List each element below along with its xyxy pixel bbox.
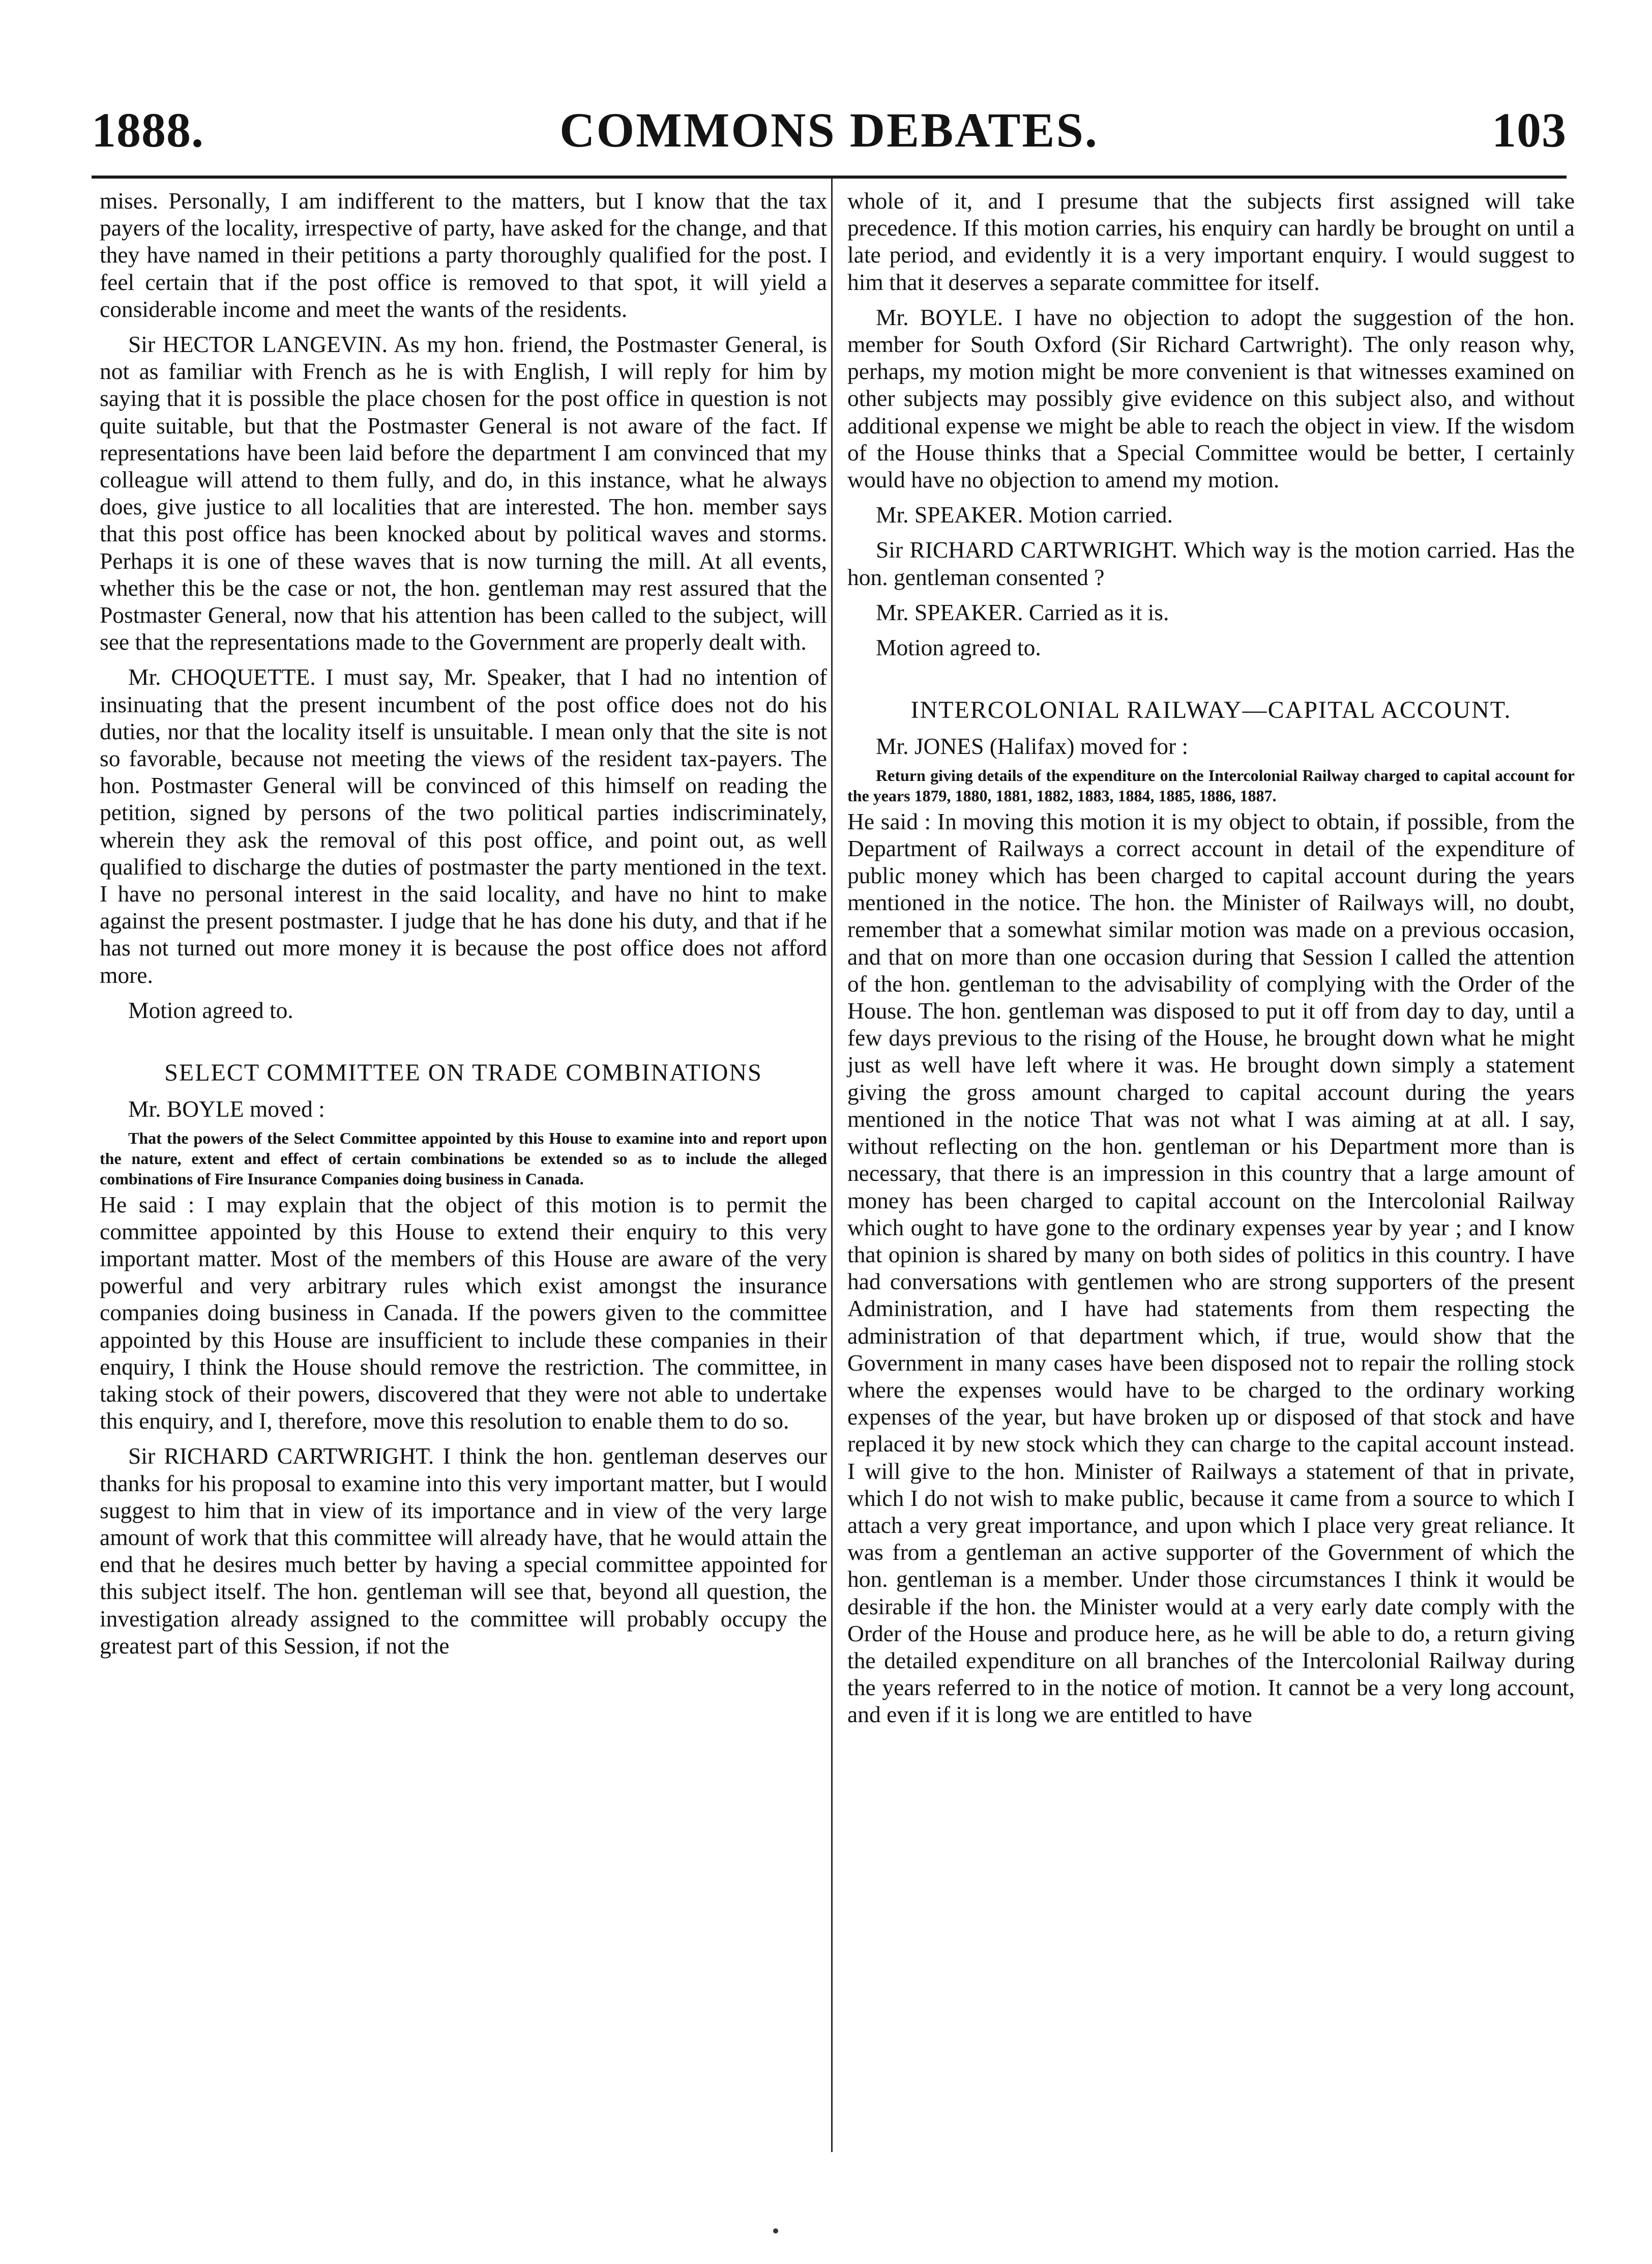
- paragraph: Mr. SPEAKER. Motion carried.: [876, 502, 1173, 528]
- header-title: COMMONS DEBATES.: [559, 103, 1099, 157]
- print-speck: [773, 2228, 778, 2233]
- paragraph: Sir HECTOR LANGEVIN. As my hon. friend, the Postmaster General, is not as familiar with French as he is with English, I will reply for him by saying that it is possible the place chosen for the post office in question is not quite suitable, but that the Postmaster General is not aware of the fact. If representations have been laid before the department I am convinced that my colleague will attend to them fully, and do, in this instance, what he always does, give justice to all localities that are interested. The hon. member says that this post office has been knocked about by political waves and storms. Perhaps it is one of these waves that is now turning the mill. At all events, whether this be the case or not, the hon. gentleman may rest assured that the Postmaster General, now that his attention has been called to the subject, will see that the representations made to the Government are properly dealt with.: [100, 331, 827, 655]
- section-heading: INTERCOLONIAL RAILWAY—CAPITAL ACCOUNT.: [910, 696, 1512, 724]
- column-divider: [831, 178, 833, 2152]
- motion-text: Return giving details of the expenditure on the Intercolonial Railway charged to capital account for the years 1879, 1880, 1881, 1882, 1883, 1884, 1885, 1886, 1887.: [847, 766, 1575, 805]
- header-rule: [92, 176, 1567, 179]
- paragraph: mises. Personally, I am indifferent to the matters, but I know that the tax payers of the locality, irrespective of party, have asked for the change, and that they have named in their petitions a party thoroughly qualified for the post. I feel certain that if the post office is removed to that spot, it will yield a considerable income and meet the wants of the residents.: [100, 188, 827, 322]
- paragraph: Mr. CHOQUETTE. I must say, Mr. Speaker, that I had no intention of insinuating that the present incumbent of the post office does not do his duties, nor that the locality itself is unsuitable. I mean only that the site is not so favorable, because not meeting the views of the resident tax-payers. The hon. Postmaster General will be convinced of this himself on reading the petition, signed by persons of the two political parties indiscriminately, wherein they ask the removal of this post office, and point out, as well qualified to discharge the duties of postmaster the party mentioned in the text. I have no personal interest in the said locality, and have no hint to make against the present postmaster. I judge that he has done his duty, and that if he has not turned out more money it is because the post office does not afford more.: [100, 664, 827, 988]
- paragraph: He said : In moving this motion it is my object to obtain, if possible, from the Department of Railways a correct account in detail of the expenditure of public money which has been charged to capital account during the years mentioned in the notice. The hon. the Minister of Railways will, no doubt, remember that a somewhat similar motion was made on a previous occasion, and that on more than one occasion during that Session I called the attention of the hon. gentleman to the advisability of complying with the Order of the House. The hon. gentleman was disposed to put it off from day to day, until a few days previous to the rising of the House, he brought down what he might just as well have left where it was. He brought down simply a statement giving the gross amount charged to capital account during the years mentioned in the notice That was not what I was aiming at at all. I say, without reflecting on the hon. gentleman or his Department more than is necessary, that there is an impression in this country that a large amount of money has been charged to capital account on the Intercolonial Railway which ought to have gone to the ordinary expenses year by year ; and I know that opinion is shared by many on both sides of politics in this country. I have had conversations with gentlemen who are strong supporters of the present Administration, and I have had statements from them respecting the administration of that department which, if true, would show that the Government in many cases have been disposed not to repair the rolling stock where the expenses would have to be charged to the ordinary working expenses of the year, but have broken up or disposed of that stock and have replaced it by new stock which they can charge to the capital account instead. I will give to the hon. Minister of Railways a statement of that in private, which I do not wish to make public, because it came from a source to which I attach a very great importance, and upon which I place very great reliance. It was from a gentleman an active supporter of the Government of which the hon. gentleman is a member. Under those circumstances I think it would be desirable if the hon. the Minister would at a very early date comply with the Order of the House and produce here, as he will be able to do, a return giving the detailed expenditure on all branches of the Intercolonial Railway during the years referred to in the notice of motion. It cannot be a very long account, and even if it is long we are entitled to have: [847, 808, 1575, 1728]
- header-page-number: 103: [1492, 103, 1567, 157]
- paragraph: whole of it, and I presume that the subjects first assigned will take precedence. If this motion carries, his enquiry can hardly be brought on until a late period, and evidently it is a very important enquiry. I would suggest to him that it deserves a separate committee for itself.: [847, 188, 1575, 295]
- section-heading: SELECT COMMITTEE ON TRADE COMBINATIONS: [164, 1059, 762, 1087]
- paragraph: Sir RICHARD CARTWRIGHT. I think the hon. gentleman deserves our thanks for his proposal to examine into this very important matter, but I would suggest to him that in view of its importance and in view of the very large amount of work that this committee will already have, that he would attain the end that he desires much better by having a special committee appointed for this subject itself. The hon. gentleman will see that, beyond all question, the investigation already assigned to the committee will probably occupy the greatest part of this Session, if not the: [100, 1443, 827, 1659]
- paragraph: Sir RICHARD CARTWRIGHT. Which way is the motion carried. Has the hon. gentleman consented ?: [847, 537, 1575, 590]
- paragraph: Mr. BOYLE. I have no objection to adopt the suggestion of the hon. member for South Oxford (Sir Richard Cartwright). The only reason why, perhaps, my motion might be more convenient is that witnesses examined on other subjects may possibly give evidence on this subject also, and without additional expense we might be able to reach the object in view. If the wisdom of the House thinks that a Special Committee would be better, I certainly would have no objection to amend my motion.: [847, 304, 1575, 493]
- page-header: [92, 97, 1567, 168]
- right-column: [847, 187, 1575, 1728]
- paragraph: Mr. BOYLE moved :: [128, 1096, 325, 1122]
- paragraph: Mr. SPEAKER. Carried as it is.: [876, 599, 1169, 625]
- paragraph: Mr. JONES (Halifax) moved for :: [876, 733, 1189, 760]
- left-column: [100, 187, 827, 1659]
- paragraph: He said : I may explain that the object of this motion is to permit the committee appointed by this House to extend their enquiry to this very important matter. Most of the members of this House are aware of the very powerful and very arbitrary rules which exist amongst the insurance companies doing business in Canada. If the powers given to the committee appointed by this House are insufficient to include these companies in their enquiry, I think the House should remove the restriction. The committee, in taking stock of their powers, discovered that they were not able to undertake this enquiry, and I, therefore, move this resolution to enable them to do so.: [100, 1191, 827, 1434]
- paragraph: Motion agreed to.: [128, 997, 293, 1023]
- header-year: 1888.: [92, 103, 204, 157]
- paragraph: Motion agreed to.: [876, 634, 1041, 661]
- motion-text: That the powers of the Select Committee appointed by this House to examine into and report upon the nature, extent and effect of certain combinations be extended so as to include the alleged combinations of Fire Insurance Companies doing business in Canada.: [100, 1128, 827, 1188]
